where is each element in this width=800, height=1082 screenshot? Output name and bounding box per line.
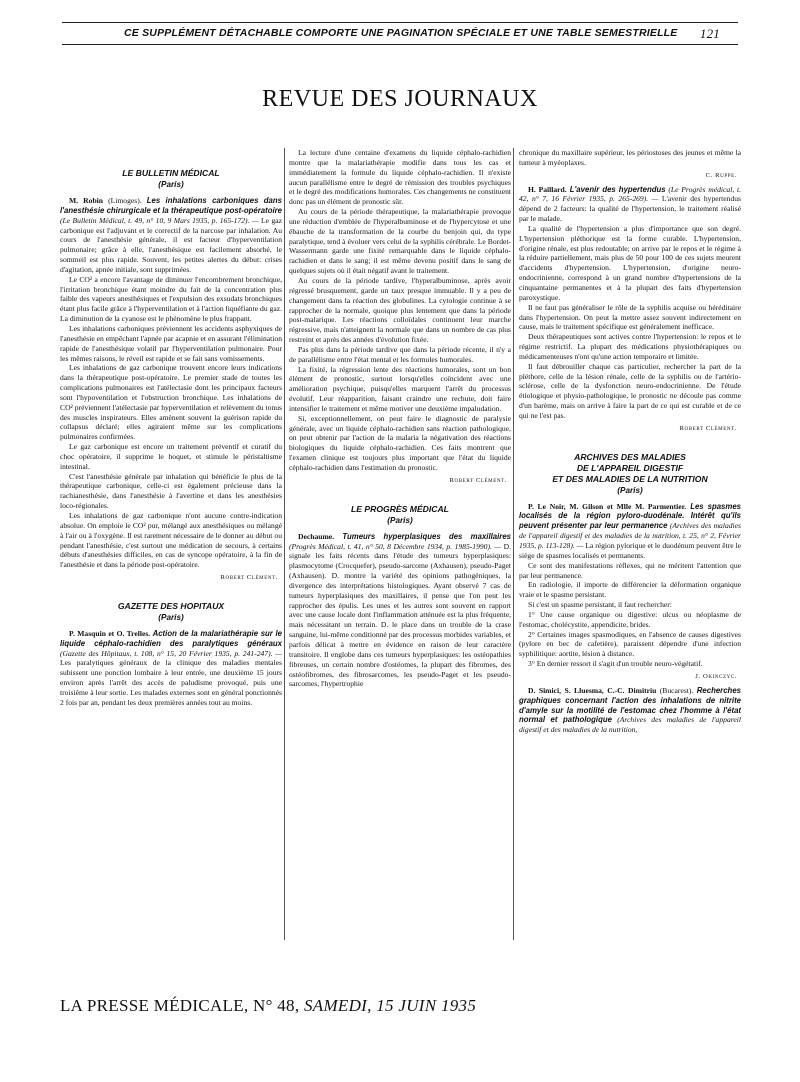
article-paragraph: La qualité de l'hypertension a plus d'importance que son degré. L'hypertension pléthorique est la forme curable. L'hypertension, d'origine rénale, est plus redoutable; on arrive par le repos et le régime à la réduire partiellement, mais plus de 50 pour 100 de ces sujets meurent d'accidents d'hypertension. L'hypertension, d'origine neuro-endocrinienne, correspond à un grand nombre d'hypertensions de la cinquantaine permanentes et à la plupart des faits d'hypertension paroxystique. bbox=[519, 223, 741, 302]
article-paragraph: 3° En dernier ressort il s'agit d'un trouble neuro-végétatif. bbox=[528, 659, 703, 669]
article-authors: P. Le Noir, M. Gilson et Mlle M. Parmentier. bbox=[528, 501, 687, 511]
article-paragraph: Au cours de la période tardive, l'hyperalbuminose, après avoir régressé brusquement, garde un taux presque immuable. Il y a peu de changement dans la réaction des globulines. La cytologie continue à se rapprocher de la normale, quoique plus lentement que dans la période post-malarique. Les réactions colloïdales continuent leur marche régressive, mais n'atteignent la normale que dans un nombre de cas plus restreint et après des années d'évolution fixée. bbox=[289, 275, 511, 345]
article-source: (Gazette des Hôpitaux, t. 108, n° 15, 20 Février 1935, p. 241-247). — bbox=[60, 648, 282, 658]
footer-journal: LA PRESSE MÉDICALE, N° 48, bbox=[60, 996, 300, 1015]
article-paragraph: C'est l'anesthésie générale par inhalation qui bénéficie le plus de la thérapeutique carbonique, celle-ci est également précieuse dans la rachianesthésie, dans l'anesthésie à l'avertine et dans les anesthésies loco-régionales. bbox=[60, 471, 282, 511]
article-paragraph: Si c'est un spasme persistant, il faut rechercher: bbox=[528, 600, 672, 610]
page-title: REVUE DES JOURNAUX bbox=[262, 86, 538, 112]
column-1 bbox=[60, 148, 282, 708]
page-footer bbox=[60, 996, 740, 1016]
article-affiliation: (Limoges). bbox=[103, 196, 147, 205]
article-source: (Le Progrès médical, t. 42, n° 7, 16 Février 1935, p. 265-269). — bbox=[519, 184, 741, 204]
article-paragraph: 1° Une cause organique ou digestive: ulcus ou néoplasme de l'estomac, cholécystite, appendicite, brides. bbox=[519, 609, 741, 629]
section-title-progres-medical: LE PROGRÈS MÉDICAL bbox=[351, 503, 449, 514]
article-paragraph: Ce sont des manifestations réflexes, qui ne méritent l'attention que par leur permanence. bbox=[519, 560, 741, 580]
article-paragraph: Les inhalations de gaz carbonique n'ont aucune contre-indication absolue. On emploie le CO² pur, mélangé aux anesthésiques ou mélangé à l'air ou à l'oxygène. Il est rarement nécessaire de le donner au début ou pendant l'anesthésie, c'est surtout une médication de secours, à certains débuts d'anesthésies difficiles, en cas de syncope opératoire, à la fin de l'anesthésie et dans la période post-opératoire. bbox=[60, 511, 282, 570]
header-rule-top bbox=[62, 22, 738, 23]
section-subtitle: (Paris) bbox=[387, 515, 413, 525]
page-number: 121 bbox=[699, 26, 720, 41]
header-rule-bottom bbox=[62, 44, 738, 45]
column-3 bbox=[519, 148, 741, 735]
author-signature: Robert Clément. bbox=[449, 476, 507, 484]
article-paragraph: Les paralytiques généraux de la clinique des maladies mentales subissent une ponction lombaire à leur entrée, une deuxième 15 jours environ après l'arrêt des accès de paludisme provoqué, puis une troisième à leur sortie. Les malades externes sont en général ponctionnés 2 fois par an, pendant les deux premières années tout au moins. bbox=[60, 658, 282, 707]
article-authors: P. Masquin et O. Trelles. bbox=[69, 628, 151, 638]
article-robin bbox=[60, 196, 282, 275]
article-paragraph: Le gaz carbonique est l'adjuvant et le correctif de la narcose par inhalation. Au cours de l'anesthésie générale, il est facteur d'hyperventilation pulmonaire; grâce à elle, l'anesthésique est facilement absorbé, le sommeil est plus rapide. Souvent, les petites alertes du début: crises d'agitation, apnée initiale, sont supprimées. bbox=[60, 215, 282, 274]
article-paragraph: 2° Certaines images spasmodiques, en l'absence de causes digestives (pylore en bec de cafetière), paraissent dépendre d'une infection syphilitique: aortite, lésion à distance. bbox=[519, 629, 741, 659]
article-paragraph: La région pylorique et le duodénum peuvent être le siège de spasmes localisés et permanents. bbox=[519, 541, 741, 560]
article-source: (Le Bulletin Médical, t. 49, n° 10, 9 Mars 1935, p. 165-172). — bbox=[60, 215, 262, 225]
article-paragraph: D. signale les faits récents dans l'étude des tumeurs hyperplasiques: plasmocytome (Crocquefer), pseudo-sarcome (Axhausen), pseudo-Paget (Axhausen). D. montre la variété des opinions pathogéniques, la divergence des interprétations histologiques. Ayant observé 7 cas de tumeurs hyperplasiques des maxillaires, il pense que l'on peut les rapprocher des épulis. Les unes et les autres sont souvent en rapport avec une cause locale dont l'inflammation atténuée est la plus fréquente, mais nécessitant un terrain. D. le place dans un trouble de la crase sanguine, lui-même conditionné par des processus morbides variables, et parfois délicat à mettre en évidence en raison de leur caractère transitoire. Il englobe dans ces tumeurs hyperplasiques: les ostéopathies fibreuses, un certain nombre d'ostéomes, la plupart des fibromes, des ostéofibromes, des fibrosarcomes, les pseudo-Paget et les pseudo-sarcomes, l'hypertrophie bbox=[289, 541, 511, 689]
article-title: Action de la malariathérapie sur le liquide céphalo-rachidien des paralytiques généraux bbox=[60, 628, 283, 648]
article-authors: H. Paillard. bbox=[528, 184, 567, 194]
article-paragraph: Le CO² a encore l'avantage de diminuer l'encombrement bronchique, l'irritation bronchique étant moindre du fait de la concentration plus faible des vapeurs anesthésiques et l'expulsion des exsudats bronchiques étant plus facile grâce à l'hyperventilation et à l'action liquéfiante du gaz. La diminution de la cyanose est le phénomène le plus frappant. bbox=[60, 274, 282, 324]
column-2 bbox=[289, 148, 511, 689]
article-authors: D. Simici, S. Lluesma, C.-C. Dimitriu bbox=[528, 685, 657, 695]
section-subtitle: (Paris) bbox=[617, 485, 643, 495]
article-authors: Dechaume. bbox=[298, 531, 335, 541]
column-divider-1 bbox=[284, 148, 285, 940]
footer-date: SAMEDI, 15 JUIN 1935 bbox=[303, 996, 477, 1015]
article-paragraph: Les inhalations de gaz carbonique trouvent encore leurs indications dans la thérapeutique post-opératoire. Le premier stade de toutes les complications pulmonaires est l'atélectasie dont les principaux facteurs sont l'hypoventilation et l'obstruction bronchique. Les inhalations de CO² préviennent l'atélectasie par hyperventilation et relèvement du tonus des muscles inspirateurs. Elles amènent souvent la guérison rapide du collapsus déclaré; elles agiraient même sur les complications pulmonaires confirmées. bbox=[60, 363, 282, 442]
article-title: Recherches graphiques concernant l'action des inhalations de nitrite d'amyle sur la motilité de l'estomac chez l'homme à l'état normal et pathologique bbox=[519, 685, 741, 725]
article-paragraph: La lecture d'une centaine d'examens du liquide céphalo-rachidien montre que la malariathérapie modifie dans tous les cas et immédiatement la formule du liquide céphalo-rachidien. Il n'existe aucun parallélisme entre le degré de rémission des troubles psychiques et le degré des modifications humorales. Ces changements ne constituent donc pas un élément de pronostic sûr. bbox=[289, 148, 511, 207]
article-title: L'avenir des hypertendus bbox=[566, 184, 666, 194]
section-title-gazette-hopitaux: GAZETTE DES HOPITAUX bbox=[117, 600, 225, 611]
article-paragraph: Deux thérapeutiques sont actives contre l'hypertension: le repos et le régime restrictif. La plupart des médications physiothérapiques ou médicamenteuses n'ont qu'une action temporaire et limitée. bbox=[519, 332, 741, 361]
article-paragraph: En radiologie, il importe de différencier la déformation organique vraie et le spasme persistant. bbox=[519, 580, 741, 600]
article-masquin bbox=[60, 629, 282, 708]
header-banner: CE SUPPLÉMENT DÉTACHABLE COMPORTE UNE PAGINATION SPÉCIALE ET UNE TABLE SEMESTRIELLE bbox=[124, 27, 678, 39]
article-paragraph: chronique du maxillaire supérieur, les périostoses des jeunes et même la tumeur à myéoplaxes. bbox=[519, 148, 741, 167]
article-dechaume bbox=[289, 532, 511, 690]
author-signature: J. Okinczyc. bbox=[695, 672, 737, 680]
article-paragraph: Pas plus dans la période tardive que dans la période récente, il n'y a de parallélisme entre l'état mental et les formules humorales. bbox=[289, 344, 511, 364]
section-title-archives-line1: ARCHIVES DES MALADIES bbox=[574, 451, 686, 462]
section-title-archives-line3: ET DES MALADIES DE LA NUTRITION bbox=[552, 473, 708, 484]
article-paragraph: Il faut débrouiller chaque cas particulier, rechercher la part de la pléthore, celle de la lésion rénale, celle de la syphilis ou de l'artério-sclérose, celle de la dysfonction neuro-endocrinienne. De l'étude étiologique et physio-pathologique, le pronostic ne découle pas comme d'un barème, mais on arrive à faire la part de ce qui est curable et de ce qui ne l'est pas. bbox=[519, 361, 741, 420]
article-source: (Progrès Médical, t. 41, n° 50, 8 Décembre 1934, p. 1985-1990). — bbox=[289, 541, 504, 551]
running-header bbox=[62, 27, 738, 43]
section-subtitle: (Paris) bbox=[158, 612, 184, 622]
article-source: (Archives des maladies de l'appareil digestif et des maladies de la nutrition, bbox=[519, 715, 742, 735]
article-paragraph: Le gaz carbonique est encore un traitement préventif et curatif du choc opératoire, il supprime le hoquet, et stimule le péristaltisme intestinal. bbox=[60, 442, 282, 471]
section-subtitle: (Paris) bbox=[158, 180, 184, 189]
author-signature: C. Ruppe. bbox=[705, 171, 737, 179]
article-title: Tumeurs hyperplasiques des maxillaires bbox=[334, 531, 511, 541]
column-divider-2 bbox=[513, 148, 514, 940]
article-paragraph: L'avenir des hypertendus dépend de 2 facteurs: la qualité de l'hypertension, le traitement réalisé par le malade. bbox=[519, 194, 741, 224]
article-authors: M. Robin bbox=[69, 196, 104, 205]
article-title: Les spasmes localisés de la région pyloro-duodénale. Intérêt qu'ils peuvent présenter par leur permanence bbox=[519, 501, 741, 531]
article-affiliation: (Bucarest). bbox=[656, 685, 697, 695]
author-signature: Robert Clément. bbox=[679, 424, 737, 432]
article-paillard bbox=[519, 185, 741, 224]
article-le-noir bbox=[519, 502, 741, 561]
section-title-bulletin-medical: LE BULLETIN MÉDICAL bbox=[122, 168, 220, 178]
article-paragraph: Les inhalations carboniques préviennent les accidents asphyxiques de l'anesthésie en empêchant l'apnée par acapnie et en assurant l'élimination rapide de l'anesthésique volatil par l'hyperventilation pulmonaire. Pour les mêmes raisons, le réveil est rapide et se fait sans vomissements. bbox=[60, 323, 282, 363]
article-title: Les inhalations carboniques dans l'anesthésie chirurgicale et la thérapeutique post-opératoire bbox=[60, 196, 282, 215]
article-source: (Archives des maladies de l'appareil digestif et des maladies de la nutrition, t. 25, n° 2, Février 1935, p. 113-128). — bbox=[519, 521, 741, 550]
article-simici bbox=[519, 686, 741, 735]
article-paragraph: Au cours de la période thérapeutique, la malariathérapie provoque une réduction d'emblée de l'hyperalbuminose et de l'hypercytose et une ébauche de la transformation de la courbe du benjoin qui, du type paralytique, tend à évoluer vers celui de la syphilis cérébrale. Le Bordet-Wassermann garde une fixité remarquable dans le liquide céphalo-rachidien et dans le sang; il est même devenu positif dans le sang de quelques sujets où il était négatif avant le traitement. bbox=[289, 207, 511, 276]
article-paragraph: Il ne faut pas généraliser le rôle de la syphilis acquise ou héréditaire dans l'hypertension. On peut la mettre assez souvent indirectement en cause, mais le traitement spécifique est généralement inefficace. bbox=[519, 302, 741, 332]
author-signature: Robert Clément. bbox=[220, 574, 278, 582]
article-paragraph: Si, exceptionnellement, on peut faire le diagnostic de paralysie générale, avec un liquide céphalo-rachidien sans réaction pathologique, on peut obtenir par l'action de la malaria la négativation des réactions biologiques du liquide céphalo-rachidien. Ces faits montrent que l'examen clinique est toujours plus important que l'état du liquide céphalo-rachidien dans l'estimation du pronostic. bbox=[289, 413, 511, 472]
section-title-archives-line2: DE L'APPAREIL DIGESTIF bbox=[576, 462, 684, 473]
article-paragraph: La fixité, la régression lente des réactions humorales, sont un bon élément de pronostic, surtout lorsqu'elles coïncident avec une amélioration psychique, puisqu'elles marquent l'arrêt du processus évolutif. Leur réapparition, faisant craindre une rechute, doit faire intensifier le traitement et même motiver une deuxième impaludation. bbox=[289, 364, 511, 413]
